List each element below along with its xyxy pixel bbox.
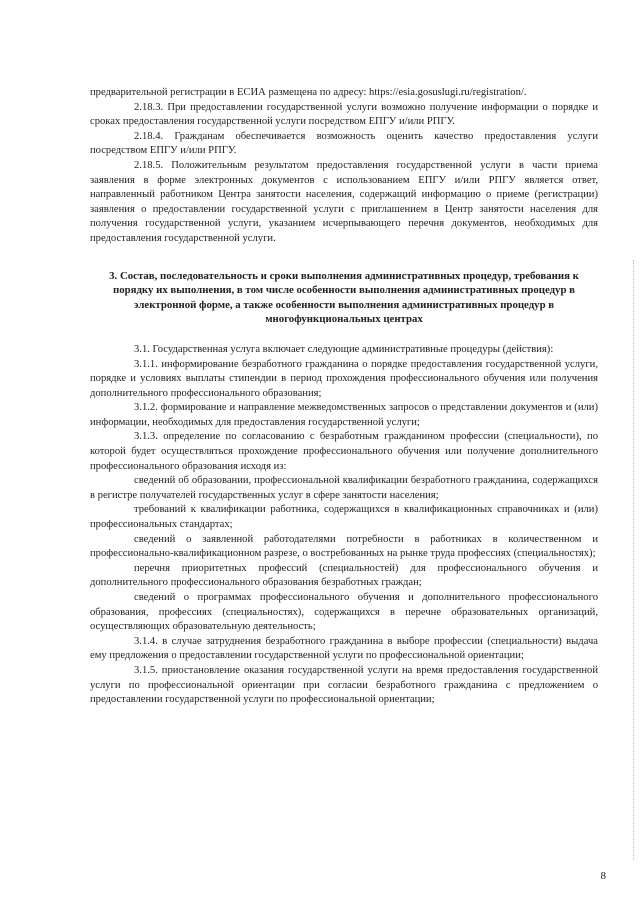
document-body: [90, 86, 598, 708]
paragraph: 3.1.5. приостановление оказания государственной услуги на время предоставления государственной услуги по профессиональной ориентации при согласии безработного гражданина с предложением о предоставлении государственной услуги по профессиональной ориентации;: [90, 664, 598, 706]
page-number: 8: [600, 870, 606, 882]
paragraph: сведений о программах профессионального обучения и дополнительного профессионального образования, профессиях (специальностях), содержащихся в перечне образовательных организаций, осуществляющих образовательную деятельность;: [90, 592, 598, 633]
paragraph: предварительной регистрации в ЕСИА размещена по адресу: https://esia.gosuslugi.ru/registration/.: [90, 87, 527, 98]
paragraph: 3.1. Государственная услуга включает следующие административные процедуры (действия):: [134, 343, 554, 355]
section-heading: 3. Состав, последовательность и сроки выполнения административных процедур, требования к порядку их выполнения, в том числе особенности выполнения административных процедур в электронной форме, а также особенности выполнения административных процедур в многофункциональных центрах: [109, 269, 579, 326]
paragraph: перечня приоритетных профессий (специальностей) для профессионального обучения и дополнительного профессионального образования безработных граждан;: [90, 562, 598, 589]
paragraph: 3.1.1. информирование безработного гражданина о порядке предоставления государственной услуги, порядке и условиях выплаты стипендии в период прохождения профессионального обучения или получения дополнительного профессионального образования;: [90, 358, 598, 399]
scan-edge-marks: [632, 260, 634, 860]
paragraph: 3.1.4. в случае затруднения безработного гражданина в выборе профессии (специальности) выдача ему предложения о предоставлении государственной услуги по профессиональной ориентации;: [90, 635, 598, 662]
paragraph: сведений о заявленной работодателями потребности в работниках в количественном и профессионально-квалификационном разрезе, о востребованных на рынке труда профессиях (специальностях);: [90, 533, 598, 560]
paragraph: 2.18.4. Гражданам обеспечивается возможность оценить качество предоставления услуги посредством ЕПГУ и/или РПГУ.: [90, 130, 598, 157]
paragraph: сведений об образовании, профессиональной квалификации безработного гражданина, содержащихся в регистре получателей государственных услуг в сфере занятости населения;: [90, 475, 598, 501]
paragraph: 2.18.3. При предоставлении государственной услуги возможно получение информации о порядке и сроках предоставления государственной услуги посредством ЕПГУ и/или РПГУ.: [90, 101, 598, 128]
paragraph: 3.1.2. формирование и направление межведомственных запросов о представлении документов и (или) информации, необходимых для предоставления государственной услуги;: [90, 402, 598, 428]
paragraph: 2.18.5. Положительным результатом предоставления государственной услуги в части приема заявления в форме электронных документов с использованием ЕПГУ и/или РПГУ является ответ, направленный работником Центра занятости населения, содержащий информацию о приеме (регистрации) заявления о предоставлении государственной услуги с приглашением в Центр занятости населения для получения государственной услуги, указанием исчерпывающего перечня документов, необходимых для предоставления государственной услуги.: [90, 159, 598, 244]
paragraph: 3.1.3. определение по согласованию с безработным гражданином профессии (специальности), по которой будет осуществляться прохождение профессионального обучения или получение дополнительного профессионального образования исходя из:: [90, 431, 598, 472]
paragraph: требований к квалификации работника, содержащихся в квалификационных справочниках и (или) профессиональных стандартах;: [90, 504, 598, 531]
